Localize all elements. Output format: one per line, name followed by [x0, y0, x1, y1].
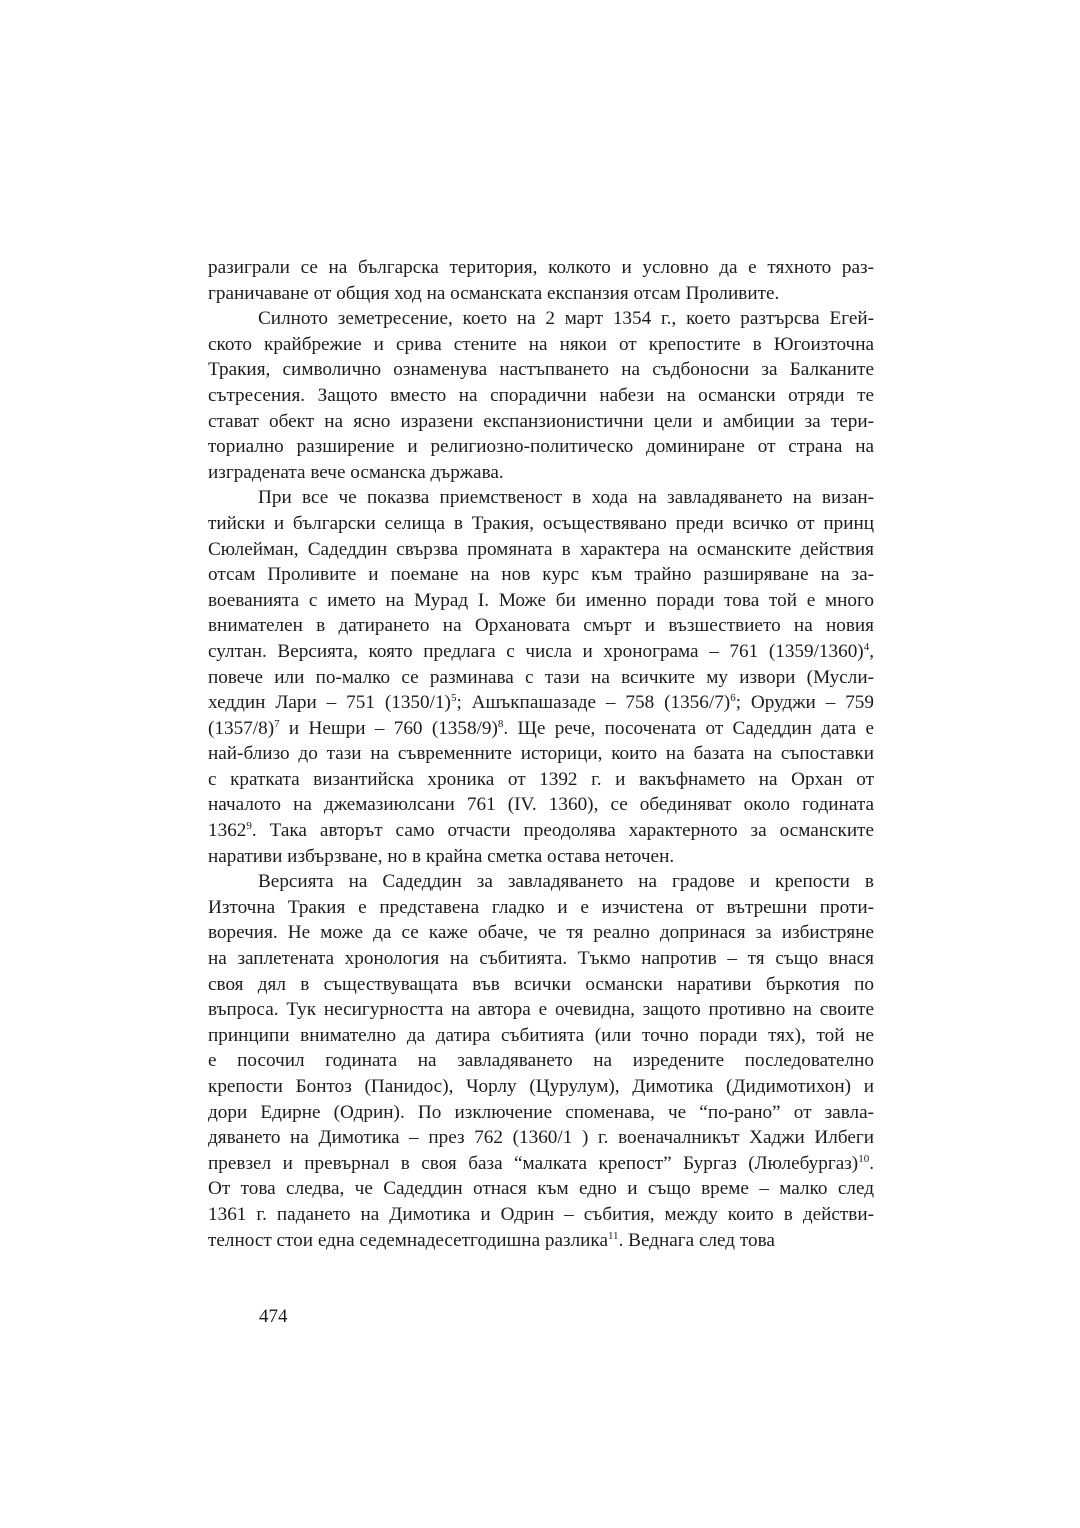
- text-line: [208, 1048, 874, 1074]
- footnote-ref: 7: [274, 717, 280, 730]
- text-segment: най-близо до тази на съвременните историци, които на базата на съпоставки: [208, 743, 874, 765]
- text-segment: Тракия, символично ознаменува настъпването на съдбоносни за Балканите: [208, 359, 874, 381]
- text-segment: отсам Проливите и поемане на нов курс към трайно разширяване на за-: [208, 564, 874, 586]
- text-line: [208, 895, 874, 921]
- text-line: [208, 869, 874, 895]
- text-segment: разиграли се на българска територия, колкото и условно да е тяхното раз-: [208, 257, 874, 278]
- footnote-ref: 11: [607, 1229, 619, 1242]
- text-segment: внимателен в датирането на Орхановата смърт и възшествието на новия: [208, 615, 874, 637]
- text-segment: хеддин Лари – 751 (1350/1): [208, 692, 451, 714]
- text-segment: (1357/8): [208, 717, 275, 739]
- page-number: 474: [259, 1306, 288, 1327]
- text-segment: на заплетената хронология на събитията. Тъкмо напротив – тя също внася: [208, 948, 874, 970]
- text-line: [208, 1228, 874, 1254]
- text-line: [208, 255, 874, 281]
- text-line: [208, 357, 874, 383]
- text-line: [208, 1023, 874, 1049]
- text-line: [208, 383, 874, 409]
- text-line: [208, 281, 874, 307]
- text-line: [208, 1125, 874, 1151]
- text-line: [208, 665, 874, 691]
- text-segment: граничаване от общия ход на османската експанзия отсам Проливите.: [208, 282, 780, 304]
- text-line: [208, 818, 874, 844]
- text-segment: . Ще рече, посочената от Садеддин дата е: [503, 717, 875, 739]
- text-line: [208, 690, 874, 716]
- text-segment: ското крайбрежие и срива стените на някои от крепостите в Югоизточна: [208, 333, 874, 355]
- body-text: [208, 255, 874, 1253]
- text-line: [208, 1074, 874, 1100]
- text-segment: ; Оруджи – 759: [735, 692, 874, 714]
- text-segment: с кратката византийска хроника от 1392 г. и вакъфнамето на Орхан от: [208, 768, 874, 790]
- text-line: [208, 767, 874, 793]
- text-line: [208, 409, 874, 435]
- text-segment: началото на джемазиюлсани 761 (IV. 1360), се обединяват около годината: [208, 794, 874, 816]
- text-line: [208, 997, 874, 1023]
- text-segment: своя дял в съществуващата във всички османски наративи бъркотия по: [208, 973, 874, 995]
- text-segment: дяването на Димотика – през 762 (1360/1 ) г. военачалникът Хаджи Илбеги: [208, 1127, 874, 1149]
- text-line: [208, 844, 874, 870]
- text-segment: повече или по-малко се разминава с тази на всичките му извори (Мусли-: [208, 666, 874, 688]
- paragraph: [208, 255, 874, 306]
- text-line: [208, 588, 874, 614]
- text-line: [208, 1176, 874, 1202]
- text-segment: наративи избързване, но в крайна сметка остава неточен.: [208, 845, 675, 867]
- text-line: [208, 1100, 874, 1126]
- text-segment: Сюлейман, Садеддин свързва промяната в характера на османските действия: [208, 538, 874, 560]
- text-line: [208, 511, 874, 537]
- text-segment: . Веднага след това: [618, 1229, 775, 1251]
- text-line: [208, 1151, 874, 1177]
- text-segment: стават обект на ясно изразени експанзионистични цели и амбиции за тери-: [208, 410, 874, 432]
- text-segment: принципи внимателно да датира събитията (или точно поради тях), той не: [208, 1024, 874, 1046]
- text-segment: Версията на Садеддин за завладяването на градове и крепости в: [258, 871, 874, 893]
- text-segment: 1361 г. падането на Димотика и Одрин – събития, между които в действи-: [208, 1203, 874, 1225]
- text-line: [208, 332, 874, 358]
- text-line: [208, 741, 874, 767]
- footnote-ref: 9: [246, 820, 252, 833]
- text-segment: султан. Версията, която предлага с числа и хронограма – 761 (1359/1360): [208, 640, 864, 662]
- text-segment: При все че показва приемственост в хода на завладяването на визан-: [258, 487, 874, 509]
- text-segment: Силното земетресение, което на 2 март 1354 г., което разтърсва Егей-: [258, 308, 874, 330]
- text-segment: тийски и български селища в Тракия, осъществявано преди всичко от принц: [208, 512, 874, 534]
- text-segment: и Нешри – 760 (1358/9): [279, 717, 498, 739]
- text-segment: воречия. Не може да се каже обаче, че тя реално допринася за избистряне: [208, 922, 874, 944]
- text-segment: е посочил годината на завладяването на изредените последователно: [208, 1050, 874, 1072]
- text-segment: . Така авторът само отчасти преодолява характерното за османските: [251, 820, 874, 842]
- text-segment: ; Ашъкпашазаде – 758 (1356/7): [456, 692, 731, 714]
- text-segment: .: [869, 1152, 874, 1174]
- text-segment: воеванията с името на Мурад I. Може би именно поради това той е много: [208, 589, 874, 611]
- text-line: [208, 1202, 874, 1228]
- text-segment: ,: [869, 640, 874, 662]
- text-line: [208, 562, 874, 588]
- text-line: [208, 972, 874, 998]
- text-line: [208, 792, 874, 818]
- text-segment: крепости Бонтоз (Панидос), Чорлу (Цурулум), Димотика (Дидимотихон) и: [208, 1076, 874, 1097]
- text-line: [208, 485, 874, 511]
- text-line: [208, 613, 874, 639]
- text-line: [208, 434, 874, 460]
- text-segment: въпроса. Тук несигурността на автора е очевидна, защото противно на своите: [208, 999, 874, 1021]
- text-line: [208, 306, 874, 332]
- text-segment: дори Едирне (Одрин). По изключение споменава, че “по-рано” от завла-: [208, 1101, 874, 1123]
- paragraph: [208, 306, 874, 485]
- text-segment: 1362: [208, 820, 247, 842]
- text-line: [208, 946, 874, 972]
- paragraph: [208, 869, 874, 1253]
- paragraph: [208, 485, 874, 869]
- footnote-ref: 6: [730, 692, 736, 705]
- text-line: [208, 716, 874, 742]
- text-line: [208, 537, 874, 563]
- footnote-ref: 8: [497, 717, 504, 730]
- footnote-ref: 4: [863, 640, 870, 653]
- text-line: [208, 639, 874, 665]
- text-segment: Източна Тракия е представена гладко и е изчистена от вътрешни проти-: [208, 896, 874, 918]
- footnote-ref: 10: [858, 1152, 870, 1165]
- text-segment: сътресения. Защото вместо на спорадични набези на османски отряди те: [208, 384, 874, 406]
- footnote-ref: 5: [450, 692, 457, 705]
- text-segment: изградената вече османска държава.: [208, 461, 504, 483]
- text-line: [208, 460, 874, 486]
- text-segment: От това следва, че Садеддин отнася към едно и също време – малко след: [208, 1178, 874, 1200]
- text-line: [208, 920, 874, 946]
- text-segment: ториално разширение и религиозно-политическо доминиране от страна на: [208, 436, 874, 458]
- text-segment: телност стои една седемнадесетгодишна разлика: [208, 1229, 608, 1251]
- text-segment: превзел и превърнал в своя база “малката крепост” Бургаз (Люлебургаз): [208, 1152, 859, 1174]
